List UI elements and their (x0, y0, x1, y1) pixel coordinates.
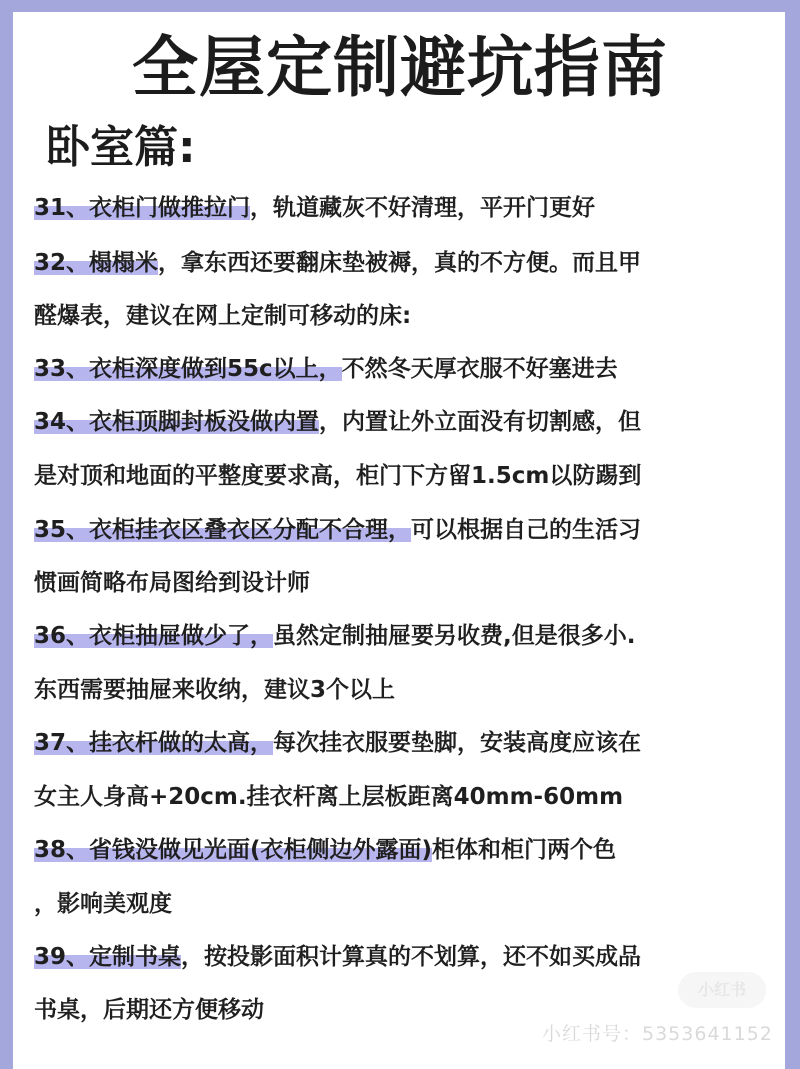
item-highlight: 32、榻榻米 (34, 250, 159, 276)
item-text: 柜体和柜门两个色 (432, 837, 617, 863)
list-item-38 (34, 830, 616, 870)
list-item-39 (34, 937, 641, 977)
item-highlight: 35、衣柜挂衣区叠衣区分配不合理， (34, 517, 412, 543)
item-text: ，轨道藏灰不好清理，平开门更好 (250, 195, 596, 221)
item-text: 虽然定制抽屉要另收费,但是很多小. (273, 623, 636, 649)
item-highlight: 36、衣柜抽屉做少了， (34, 623, 274, 649)
list-item-33 (34, 349, 618, 389)
list-item-35-cont: 惯画简略布局图给到设计师 (34, 570, 310, 596)
list-item-35 (34, 510, 641, 550)
list-item-39-cont: 书桌，后期还方便移动 (34, 997, 264, 1023)
item-text: ，拿东西还要翻床垫被褥，真的不方便。而且甲 (158, 250, 642, 276)
xiaohongshu-logo: 小红书 (678, 972, 766, 1008)
item-highlight: 38、省钱没做见光面(衣柜侧边外露面) (34, 837, 433, 863)
item-text: ，内置让外立面没有切割感，但 (319, 409, 642, 435)
item-highlight: 39、定制书桌 (34, 944, 182, 970)
item-highlight: 31、衣柜门做推拉门 (34, 195, 251, 221)
list-item-32 (34, 243, 641, 283)
list-item-34 (34, 402, 641, 442)
list-item-38-cont: ，影响美观度 (34, 891, 172, 917)
item-text: ，按投影面积计算真的不划算，还不如买成品 (181, 944, 642, 970)
watermark: 小红书号：5353641152 (542, 1023, 773, 1045)
list-item-36-cont: 东西需要抽屉来收纳，建议3个以上 (34, 677, 396, 703)
list-item-36 (34, 616, 636, 656)
item-highlight: 33、衣柜深度做到55c以上， (34, 356, 342, 382)
item-highlight: 37、挂衣杆做的太高， (34, 730, 274, 756)
item-text: 每次挂衣服要垫脚，安装高度应该在 (273, 730, 642, 756)
item-text: 不然冬天厚衣服不好塞进去 (341, 356, 618, 382)
list-item-37-cont: 女主人身高+20cm.挂衣杆离上层板距离40mm-60mm (34, 784, 624, 810)
list-item-32-cont: 醛爆表，建议在网上定制可移动的床: (34, 303, 412, 329)
list-item-31 (34, 188, 595, 228)
item-text: 可以根据自己的生活习 (411, 517, 642, 543)
page-title: 全屋定制避坑指南 (132, 29, 668, 106)
item-highlight: 34、衣柜顶脚封板没做内置 (34, 409, 320, 435)
list-item-34-cont: 是对顶和地面的平整度要求高，柜门下方留1.5cm以防踢到 (34, 463, 642, 489)
section-heading: 卧室篇: (46, 122, 196, 173)
list-item-37 (34, 723, 641, 763)
